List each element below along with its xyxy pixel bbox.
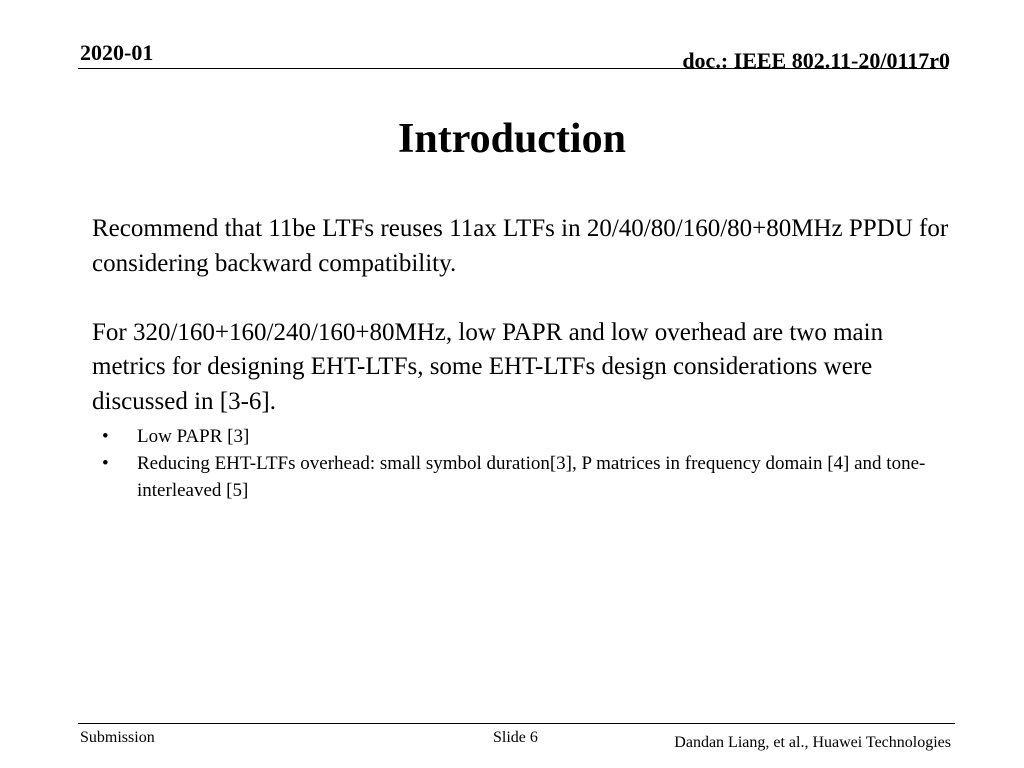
header-divider <box>78 68 948 69</box>
paragraph-eht-ltf-design: For 320/160+160/240/160+80MHz, low PAPR and low overhead are two main metrics for designing EHT-LTFs, some EHT-LTFs design considerations were discussed in [3-6]. <box>92 318 884 415</box>
bullet-icon: • <box>102 453 109 474</box>
footer-authors: Dandan Liang, et al., Huawei Technologies <box>674 734 951 751</box>
footer-submission: Submission <box>80 729 155 746</box>
bullet-text: Reducing EHT-LTFs overhead: small symbol duration[3], P matrices in frequency domain [4] and tone-interleaved [5] <box>137 453 926 501</box>
bullet-icon: • <box>102 426 109 447</box>
slide-body <box>92 212 952 504</box>
header-date: 2020-01 <box>80 40 154 65</box>
paragraph-backward-compatibility: Recommend that 11be LTFs reuses 11ax LTFs in 20/40/80/160/80+80MHz PPDU for considering backward compatibility. <box>92 215 949 277</box>
footer-divider <box>78 723 955 724</box>
footer-slide-number: Slide 6 <box>493 729 538 746</box>
bullet-item-overhead <box>92 450 952 504</box>
slide-title: Introduction <box>398 116 626 162</box>
bullet-item-low-papr <box>92 423 952 450</box>
header-document-id: doc.: IEEE 802.11-20/0117r0 <box>682 48 950 73</box>
bullet-text: Low PAPR [3] <box>137 426 250 447</box>
bullet-list <box>92 423 952 504</box>
